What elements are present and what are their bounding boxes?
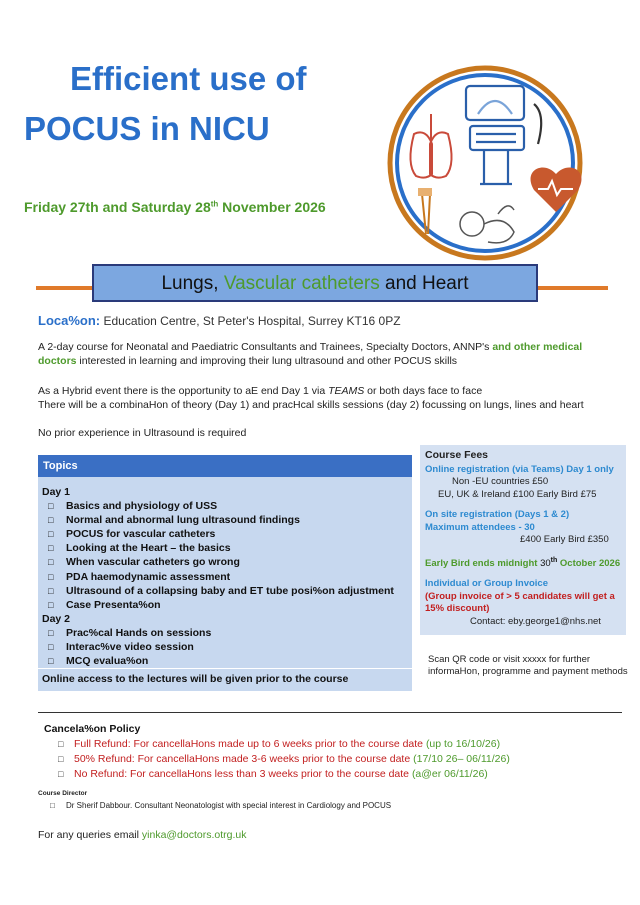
policy-heading: Cancela%on Policy bbox=[44, 723, 141, 735]
early-bird-c: October 2026 bbox=[557, 557, 621, 569]
topics-heading: Topics bbox=[38, 455, 412, 477]
banner bbox=[92, 264, 538, 302]
topic-item: □ Looking at the Heart – the basics bbox=[42, 541, 394, 555]
online-heading: Online registration (via Teams) Day 1 only bbox=[425, 463, 614, 475]
topic-item: □ When vascular catheters go wrong bbox=[42, 555, 394, 569]
policy-date: (a@er 06/11/26) bbox=[411, 768, 488, 780]
early-bird-deadline bbox=[420, 555, 626, 571]
intro-p2a: As a Hybrid event there is the opportunity to aE end Day 1 via bbox=[38, 385, 329, 397]
policy-date: (17/10 26– 06/11/26) bbox=[413, 753, 510, 765]
date-sup: th bbox=[210, 199, 219, 209]
intro-p2b: TEAMS bbox=[328, 385, 365, 397]
location bbox=[38, 313, 401, 328]
topic-item: □ MCQ evalua%on bbox=[42, 654, 394, 668]
intro-p2c: or both days face to face bbox=[364, 385, 483, 397]
fee-onsite: £400 Early Bird £350 bbox=[520, 534, 609, 545]
qr-note: Scan QR code or visit xxxxx for further informaHon, programme and payment methods bbox=[428, 654, 628, 677]
page-title bbox=[24, 54, 384, 154]
title-line-2: POCUS in NICU bbox=[24, 110, 270, 147]
policy-item bbox=[44, 767, 510, 782]
topic-item: □ Prac%cal Hands on sessions bbox=[42, 626, 394, 640]
date-part-2: November 2026 bbox=[218, 199, 326, 215]
max-attendees: Maximum attendees - 30 bbox=[425, 521, 535, 533]
topic-item: □ Basics and physiology of USS bbox=[42, 499, 394, 513]
day1-label: Day 1 bbox=[42, 486, 71, 498]
banner-text-2: Vascular catheters bbox=[223, 273, 380, 294]
topics-footer: Online access to the lectures will be given prior to the course bbox=[42, 673, 349, 685]
fees-heading: Course Fees bbox=[425, 449, 489, 461]
topic-item: □ Case Presenta%on bbox=[42, 598, 394, 612]
course-date bbox=[24, 199, 326, 215]
title-line-1: Efficient use of bbox=[70, 60, 307, 97]
intro-p1b: and other medical doctors bbox=[38, 341, 583, 367]
intro-paragraph-4: No prior experience in Ultrasound is required bbox=[38, 427, 247, 439]
onsite-heading: On site registration (Days 1 & 2) bbox=[425, 509, 570, 520]
divider bbox=[38, 712, 622, 713]
query-text: For any queries email bbox=[38, 829, 142, 841]
topic-item: □ POCUS for vascular catheters bbox=[42, 527, 394, 541]
fee-eu: EU, UK & Ireland £100 Early Bird £75 bbox=[438, 488, 597, 500]
early-bird-a: Early Bird ends midnight bbox=[425, 557, 541, 569]
fees-panel bbox=[420, 445, 626, 635]
topic-item: □ PDA haemodynamic assessment bbox=[42, 570, 394, 584]
intro-p1c: interested in learning and improving their lung ultrasound and other POCUS skills bbox=[76, 355, 458, 367]
director-heading: Course Director bbox=[38, 790, 88, 797]
fee-non-eu: Non -EU countries £50 bbox=[452, 476, 549, 487]
intro-paragraph-2 bbox=[38, 384, 618, 398]
topic-item: □ Interac%ve video session bbox=[42, 640, 394, 654]
banner-text-1: Lungs, bbox=[161, 273, 224, 294]
topics-list bbox=[42, 485, 394, 668]
policy-date: (up to 16/10/26) bbox=[425, 738, 501, 750]
invoice-note: (Group invoice of > 5 candidates will get a 15% discount) bbox=[425, 590, 615, 615]
policy-text: 50% Refund: For cancellaHons made 3-6 weeks prior to the course date bbox=[74, 753, 414, 765]
intro-paragraph-3: There will be a combinaHon of theory (Day 1) and pracHcal skills sessions (day 2) focussing on lungs, lines and heart bbox=[38, 399, 584, 411]
policy-text: Full Refund: For cancellaHons made up to 6 weeks prior to the course date bbox=[74, 738, 426, 750]
topic-item: □ Normal and abnormal lung ultrasound findings bbox=[42, 513, 394, 527]
contact-email[interactable]: Contact: eby.george1@nhs.net bbox=[470, 615, 601, 627]
invoice-heading: Individual or Group Invoice bbox=[425, 578, 548, 590]
topic-item: □ Ultrasound of a collapsing baby and ET tube posi%on adjustment bbox=[42, 584, 394, 598]
course-director bbox=[38, 788, 391, 812]
policy-text: No Refund: For cancellaHons less than 3 weeks prior to the course date bbox=[74, 768, 412, 780]
director-name: □ Dr Sherif Dabbour. Consultant Neonatologist with special interest in Cardiology and POCUS bbox=[38, 800, 391, 812]
location-label: Loca%on: bbox=[38, 313, 101, 328]
pocus-logo bbox=[386, 64, 584, 262]
intro-p1a: A 2-day course for Neonatal and Paediatric Consultants and Trainees, Specialty Doctors, ANNP's bbox=[38, 341, 493, 353]
early-bird-sup: th bbox=[550, 556, 558, 564]
location-value: Education Centre, St Peter's Hospital, Surrey KT16 0PZ bbox=[103, 314, 401, 328]
topics-panel bbox=[38, 455, 412, 691]
date-part-1: Friday 27th and Saturday 28 bbox=[24, 199, 211, 215]
cancellation-policy bbox=[44, 722, 510, 782]
topics-divider bbox=[38, 668, 412, 669]
intro-paragraph-1 bbox=[38, 340, 618, 368]
query-email-link[interactable]: yinka@doctors.otrg.uk bbox=[141, 829, 247, 841]
policy-item bbox=[44, 752, 510, 767]
early-bird-b: 30 bbox=[540, 557, 551, 569]
day2-label: Day 2 bbox=[42, 612, 71, 625]
query-line bbox=[38, 829, 247, 841]
banner-text-3: and Heart bbox=[379, 273, 469, 294]
policy-item bbox=[44, 737, 510, 752]
